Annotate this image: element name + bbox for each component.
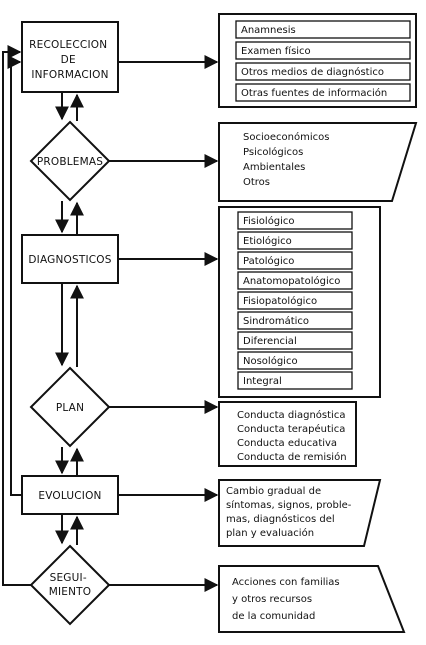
panel-item: Conducta educativa [237, 438, 338, 449]
panel-item: Nosológico [243, 356, 298, 367]
panel-item: Socioeconómicos [243, 132, 330, 143]
panel-item: Acciones con familias [232, 577, 340, 588]
panel-item: Examen físico [241, 46, 311, 57]
step-label-seguimiento: SEGUI- MIENTO [48, 572, 92, 598]
panel-item: y otros recursos [232, 594, 313, 605]
panel-item: Anamnesis [241, 25, 296, 36]
detail-panel-recoleccion [219, 14, 416, 107]
panel-item: Conducta diagnóstica [237, 410, 346, 421]
loop-inner [11, 62, 22, 495]
detail-panel-plan [219, 402, 356, 466]
detail-arrows [109, 62, 217, 585]
panel-item: Integral [243, 376, 282, 387]
step-label-plan: PLAN [55, 402, 85, 414]
panel-item: Fisiológico [243, 216, 295, 227]
detail-panel-evolucion [219, 480, 380, 546]
panel-item: Anatomopatológico [243, 276, 341, 287]
panel-item: Conducta terapéutica [237, 424, 346, 435]
panel-item: mas, diagnósticos del [226, 514, 335, 525]
panel-item: Diferencial [243, 336, 297, 347]
step-label-recoleccion: RECOLECCION DE INFORMACION [29, 39, 109, 81]
detail-panel-problemas [219, 123, 416, 201]
step-label-evolucion: EVOLUCION [38, 490, 102, 502]
detail-panel-diagnosticos [219, 207, 380, 397]
panel-item: plan y evaluación [226, 528, 315, 539]
panel-item: Otras fuentes de información [241, 88, 388, 99]
panel-item: Otros [243, 177, 271, 188]
panel-item: Patológico [243, 256, 295, 267]
detail-panel-seguimiento [219, 566, 404, 632]
panel-item: Psicológicos [243, 147, 304, 158]
panel-item: Otros medios de diagnóstico [241, 67, 384, 78]
panel-item: Ambientales [243, 162, 306, 173]
panel-item: Etiológico [243, 236, 292, 247]
step-diamond-seguimiento [31, 546, 109, 624]
panel-item: Sindromático [243, 316, 310, 327]
panel-item: Fisiopatológico [243, 296, 318, 307]
panel-item: Cambio gradual de [226, 486, 322, 497]
panel-item: síntomas, signos, proble- [226, 500, 352, 511]
step-label-diagnosticos: DIAGNOSTICOS [28, 254, 112, 266]
panel-item: de la comunidad [232, 611, 316, 622]
step-label-problemas: PROBLEMAS [36, 156, 104, 168]
panel-item: Conducta de remisión [237, 452, 347, 463]
